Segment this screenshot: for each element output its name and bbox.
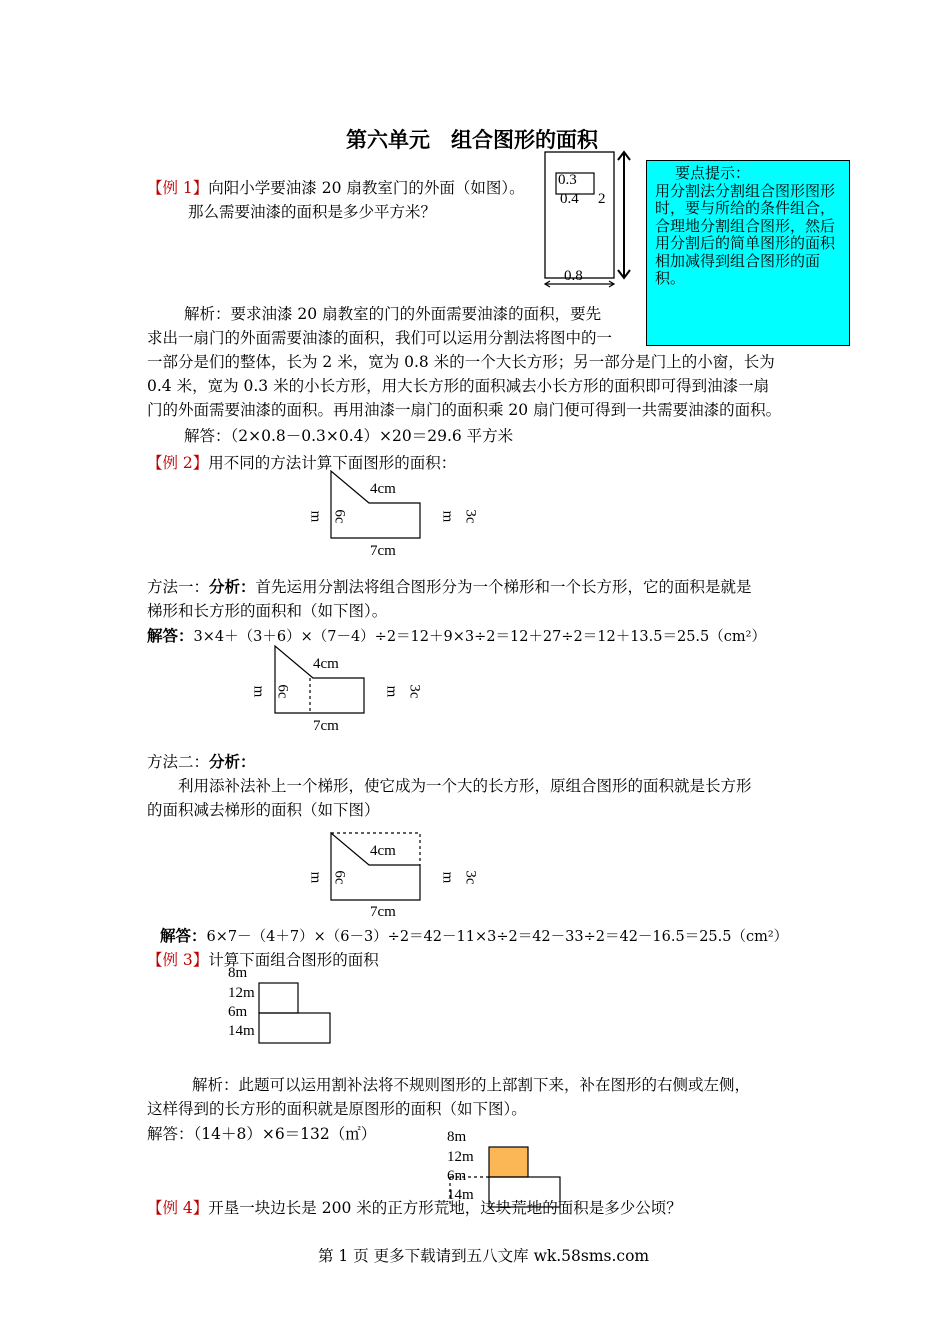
method-2-answer-label: 解答：: [160, 927, 207, 945]
page-title: 第六单元 组合图形的面积: [346, 128, 598, 152]
figure-3b-label-8m: 8m: [447, 1129, 467, 1145]
method-1-answer-text: 3×4＋（3＋6）×（7－4）÷2＝12＋9×3÷2＝12＋27÷2＝12＋13.5＝25.5（cm²）: [193, 629, 766, 645]
method-2-line-2: 的面积减去梯形的面积（如下图）: [147, 801, 380, 819]
method-2-label: 方法二：: [147, 753, 210, 771]
example-3-text: 计算下面组合图形的面积: [208, 951, 379, 969]
figure-2c-right-label-a: 3c: [462, 870, 479, 885]
figure-2c-right-label-b: m: [439, 871, 456, 884]
example-1-line2: 那么需要油漆的面积是多少平方米？: [188, 203, 437, 221]
example-3-tag: 【例 3】: [147, 951, 209, 969]
ex1-analysis-line-5: 门的外面需要油漆的面积。再用油漆一扇门的面积乘 20 扇门便可得到一共需要油漆的面积。: [147, 401, 782, 419]
figure-2c-left-label-a: 6c: [331, 870, 348, 885]
example-1-tag: 【例 1】: [147, 179, 209, 197]
ex3-analysis-line-1: 解析：此题可以运用割补法将不规则图形的上部割下来，补在图形的右侧或左侧，: [192, 1076, 751, 1094]
example-4-tag: 【例 4】: [147, 1199, 209, 1217]
figure-3a-label-14m: 14m: [228, 1023, 255, 1039]
figure-2c-top-label: 4cm: [370, 843, 396, 859]
figure-2b-right-label-a: 3c: [406, 684, 423, 699]
figure-2a-left-label-b: m: [307, 510, 324, 523]
figure-2c-left-label-b: m: [307, 871, 324, 884]
example-1-line1: 向阳小学要油漆 20 扇教室门的外面（如图）。: [208, 179, 525, 197]
example-2-tag: 【例 2】: [147, 454, 209, 472]
page-footer: 第 1 页 更多下载请到五八文库 wk.58sms.com: [318, 1247, 650, 1265]
figure-3b-moved-rect: [489, 1147, 528, 1177]
figure-2c-bottom-label: 7cm: [370, 904, 396, 920]
ex1-analysis-line-3: 一部分是们的整体，长为 2 米，宽为 0.8 米的一个大长方形；另一部分是门上的小窗，长为: [147, 353, 775, 371]
figure-2b-right-label-b: m: [383, 685, 400, 698]
example-4-question: [147, 1196, 682, 1220]
method-1-analysis-label: 分析：: [209, 578, 256, 596]
figure-2a-right-label-a: 3c: [462, 509, 479, 524]
figure-2b-left-label-a: 6c: [274, 684, 291, 699]
figure-2b-bottom-label: 7cm: [313, 718, 339, 734]
ex1-analysis-line-1: 解析：要求油漆 20 扇教室的门的外面需要油漆的面积，要先: [184, 305, 602, 323]
method-2-analysis-label: 分析：: [209, 753, 256, 771]
figure-2a-bottom-label: 7cm: [370, 543, 396, 559]
method-1-line-2: 梯形和长方形的面积和（如下图）。: [147, 602, 388, 620]
figure-3b-label-6m: 6m: [447, 1168, 467, 1184]
example-4-text: 开垦一块边长是 200 米的正方形荒地，这块荒地的面积是多少公顷？: [208, 1199, 682, 1217]
figure-2a-right-label-b: m: [439, 510, 456, 523]
door-label-03: 0.3: [558, 172, 577, 188]
method-1-answer-label: 解答：: [147, 627, 194, 645]
example-2-text: 用不同的方法计算下面图形的面积：: [208, 454, 457, 472]
door-label-2: 2: [598, 191, 606, 207]
ex1-analysis-line-4: 0.4 米，宽为 0.3 米的小长方形，用大长方形的面积减去小长方形的面积即可得到油漆一扇: [147, 377, 770, 395]
method-2-answer-text: 6×7－（4＋7）×（6－3）÷2＝42－11×3÷2＝42－33÷2＝42－16.5＝25.5（cm²）: [206, 929, 789, 945]
method-2-line-1: 利用添补法补上一个梯形，使它成为一个大的长方形，原组合图形的面积就是长方形: [178, 777, 752, 795]
figure-3b-label-14m: 14m: [447, 1187, 474, 1203]
figure-2b-left-label-b: m: [250, 685, 267, 698]
figure-2a-top-label: 4cm: [370, 481, 396, 497]
ex3-answer: 解答：（14＋8）×6＝132（㎡）: [147, 1125, 377, 1143]
figure-3a-label-6m: 6m: [228, 1004, 248, 1020]
method-1-label: 方法一：: [147, 578, 210, 596]
ex3-analysis-line-2: 这样得到的长方形的面积就是原图形的面积（如下图）。: [147, 1100, 527, 1118]
door-label-04: 0.4: [560, 191, 579, 207]
ex1-analysis-line-2: 求出一扇门的外面需要油漆的面积，我们可以运用分割法将图中的一: [147, 329, 613, 347]
ex1-answer: 解答：（2×0.8－0.3×0.4）×20＝29.6 平方米: [184, 427, 514, 445]
figure-3b-label-12m: 12m: [447, 1149, 474, 1165]
figure-2a-left-label-a: 6c: [331, 509, 348, 524]
figure-3a-label-8m: 8m: [228, 965, 248, 981]
figure-3a-label-12m: 12m: [228, 985, 255, 1001]
door-label-08: 0.8: [564, 268, 583, 284]
tip-body: 用分割法分割组合图形图形时，要与所给的条件组合，合理地分割组合图形，然后用分割后的简单图形的面积相加减得到组合图形的面积。: [655, 181, 836, 287]
method-1-text: 首先运用分割法将组合图形分为一个梯形和一个长方形，它的面积是就是: [255, 578, 752, 596]
tip-heading: 要点提示：: [675, 164, 751, 182]
figure-2b-top-label: 4cm: [313, 656, 339, 672]
